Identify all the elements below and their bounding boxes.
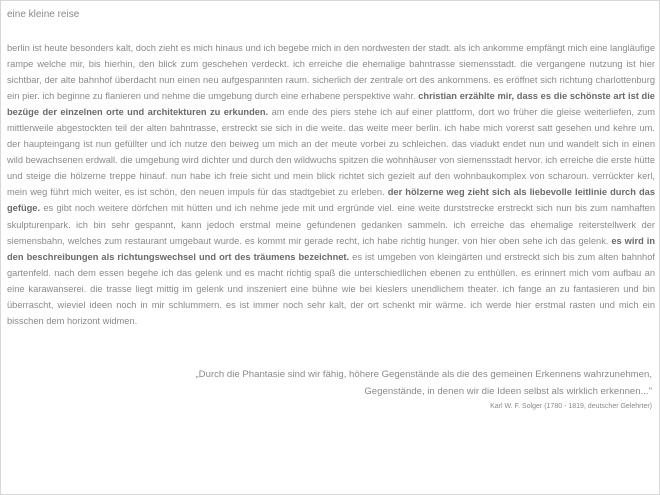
highlighted-text-run: der hölzerne weg zieht sich als liebevolle leitlinie durch das gefüge. <box>7 187 655 214</box>
body-paragraph <box>7 40 655 329</box>
quote-author: Karl W. F. Solger (1780 - 1819, deutscher Gelehrter) <box>490 403 652 410</box>
highlighted-text-run: es wird in den beschreibungen als richtungswechsel und ort des träumens bezeichnet. <box>7 235 655 262</box>
text-run: am ende des piers stehe ich auf einer plattform, dort wo früher die gleise weiterliefen, zum mittlerweile abgestockten teil der alten bahntrasse, erstreckt sie sich in die weite. das weite meer berlin. ich habe mich vorerst satt gesehen und kehre um. der haupteingang ist nun gefüllter und ich nutze den beiweg um mich an der meute vorbei zu schleichen. das viadukt endet nun und wandelt sich in einen wild bewachsenen erdwall. die umgebung wird dichter und durch den wildwuchs spitzen die wohnhäuser von siemensstadt hervor. ich erreiche die erste hütte und steige die hölzerne treppe hinauf. nun habe ich freie sicht und mein blick richtet sich gezielt auf den wohnbaukomplex von scharoun. verrückter kerl, mein weg führt mich weiter, es ist schön, den neuen impuls für das stadtgebiet zu erleben. <box>7 107 655 198</box>
page-title: eine kleine reise <box>7 9 80 20</box>
highlighted-text-run: christian erzählte mir, dass es die schönste art ist die bezüge der einzelnen orte und architekturen zu erkunden. <box>7 91 655 118</box>
quote-line-2: Gegenstände, in denen wir die Ideen selbst als wirklich erkennen..." <box>364 385 652 397</box>
text-run: es ist umgeben von kleingärten und erstreckt sich bis zum alten bahnhof gartenfeld. nach dem essen begehe ich das gelenk und es macht richtig spaß die unterschiedlichen ebenen zu enthüllen. es erinnert mich vom aufbau an eine karawanserei. die trasse liegt mittig im gelenk und inszeniert eine bühne wie bei kieslers unendlichem theater. ich fange an zu fantasieren und bin überrascht, wieviel ideen noch in mir schlummern. es ist immer noch sehr kalt, der ort schenkt mir wärme. ich werde hier erstmal rasten und mich ein bisschen dem horizont widmen. <box>7 251 655 326</box>
text-run: berlin ist heute besonders kalt, doch zieht es mich hinaus und ich begebe mich in den nordwesten der stadt. als ich ankomme empfängt mich eine langläufige rampe welche mir, bis hierhin, den blick zum geschehen verdeckt. ich erreiche die ehemalige bahntrasse siemensstadt. die vergangene nutzung ist hier sichtbar, der alte bahnhof überdacht nun einen neu aufgespannten raum. sicherlich der zentrale ort des ankommens. es eröffnet sich richtung charlottenburg ein pier. ich beginne zu flanieren und nehme die umgebung durch eine erhabene perspektive wahr. <box>7 43 655 102</box>
text-run: es gibt noch weitere dörfchen mit hütten und ich nehme jede mit und ergründe viel. eine weite durststrecke erstreckt sich nun bis zum namhaften skulpturenpark. ich bin sehr gespannt, kann jedoch erstmal meine gefundenen gedanken sammeln. ich erreiche das ehemalige reiterstellwerk der siemensbahn, welches zum restaurant umgebaut wurde. es kommt mir gerade recht, ich habe richtig hunger. von hier oben sehe ich das gelenk. <box>7 203 655 246</box>
quote-block <box>92 367 652 413</box>
quote-line-1: „Durch die Phantasie sind wir fähig, höhere Gegenstände als die des gemeinen Erkennens wahrzunehmen, <box>195 369 652 380</box>
